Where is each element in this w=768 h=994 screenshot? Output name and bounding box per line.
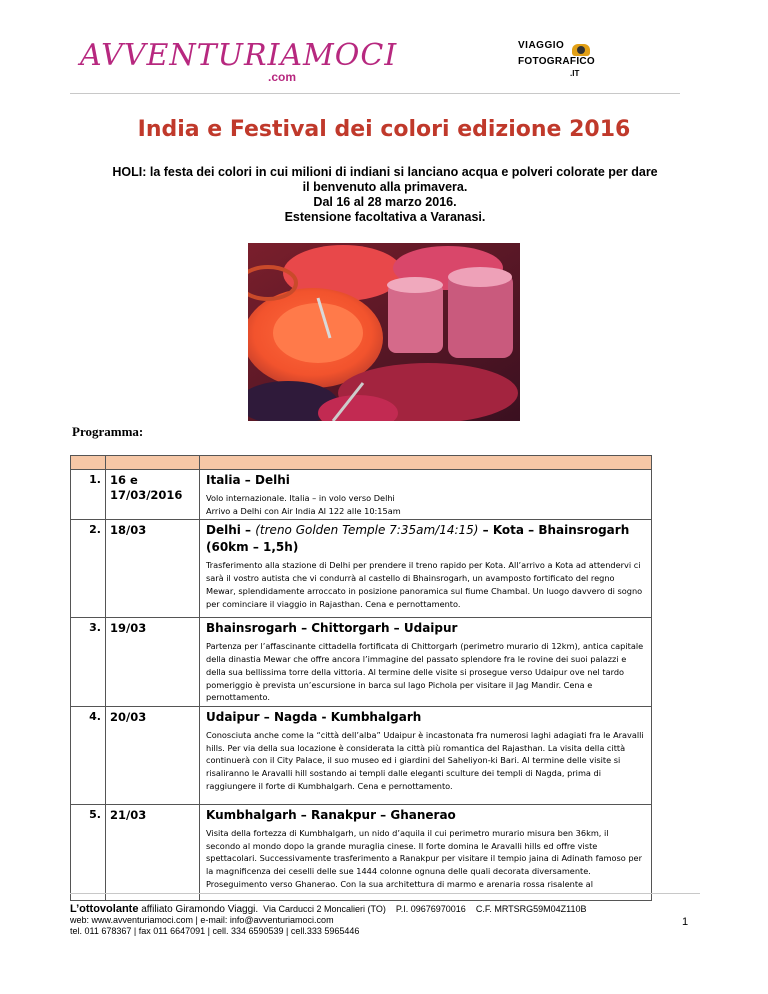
holi-colored-powder-photo (248, 243, 520, 421)
day-text: Visita della fortezza di Kumbhalgarh, un nido d’aquila il cui perimetro murario misura ben 36km, il secondo al mondo dopo la grande muraglia cinese. Il forte domina le Aravalli hills ed offre viste spettacolari. Successivamente trasferimento a Ranakpur per visitare il tempio jaina di Adinath famoso per la magnificenza dei ceselli delle sue 1444 colonne ognuna delle quali decorata diversamente. (206, 827, 642, 877)
day-date (106, 470, 200, 520)
subtitle-line: HOLI: la festa dei colori in cui milioni di indiani si lanciano acqua e polveri colorate per dare (112, 165, 658, 179)
day-description (200, 618, 652, 707)
day-text: Arrivo a Delhi con Air India AI 122 alle 10:15am (206, 505, 401, 516)
day-title: Udaipur – Nagda - Kumbhalgarh (206, 709, 422, 724)
program-table (70, 455, 652, 901)
day-description (200, 520, 652, 618)
table-header-cell (200, 456, 652, 470)
table-row (71, 804, 652, 900)
table-header-cell (71, 456, 106, 470)
table-row (71, 706, 652, 804)
day-date: 21/03 (106, 804, 200, 900)
page-header (70, 30, 700, 90)
day-text: Volo internazionale. Italia – in volo verso Delhi (206, 493, 395, 503)
table-row (71, 470, 652, 520)
photo-illustration (248, 243, 520, 421)
day-title-part: – Kota – Bhainsrogarh (60km – 1,5h) (206, 523, 630, 555)
footer-cf: C.F. MRTSRG59M04Z110B (475, 904, 587, 914)
day-date-line: 16 e (110, 473, 138, 487)
header-divider (70, 93, 680, 94)
subtitle-line: Dal 16 al 28 marzo 2016. (313, 195, 457, 209)
day-number: 1. (71, 470, 106, 520)
day-title-train: (treno Golden Temple 7:35am/14:15) (255, 523, 479, 538)
page-footer (70, 904, 670, 937)
program-label: Programma: (72, 424, 144, 439)
subtitle-line: il benvenuto alla primavera. (302, 180, 468, 194)
day-date: 18/03 (106, 520, 200, 618)
footer-affiliate: affiliato Giramondo Viaggi. (138, 904, 259, 915)
day-title (206, 522, 645, 556)
day-title: Italia – Delhi (206, 473, 290, 487)
footer-divider (70, 893, 700, 894)
footer-piva: P.I. 09676970016 (395, 904, 466, 914)
day-description (200, 470, 652, 520)
table-header-row (71, 456, 652, 470)
day-number: 2. (71, 520, 106, 618)
day-text: Conosciuta anche come la “città dell’alba” Udaipur è incastonata fra numerosi laghi adagiati fra le Aravalli hills. Per via della sua locazione è considerata la città più romantica del Rajasthan. La visita della città continuerà con il City Palace, il suo museo ed i giardini del Saheliyon-ki Bari. Al termine delle visite si risaliranno le Aravalli hill sostando ai templi dalle eleganti sculture dei templi di Nagda, prima di raggiungere il forte di Kumbhalgarh. Cena e pernottamento. (206, 729, 644, 791)
day-number: 3. (71, 618, 106, 707)
table-row (71, 618, 652, 707)
day-text: Trasferimento alla stazione di Delhi per prendere il treno rapido per Kota. All’arrivo a Kota ad attendervi ci sarà il vostro autista che vi condurrà al castello di Bhainsrogarh, un avamposto fortificato del regno Mewar, splendidamente arroccato in posizione panoramica sul fiume Chambal. Un luogo davvero di sogno per cominciare il viaggio in Rajasthan. Cena e pernottamento. (206, 560, 643, 609)
day-description (200, 804, 652, 900)
day-date: 20/03 (106, 706, 200, 804)
avventuriamoci-logo-suffix: .com (268, 70, 297, 84)
day-number: 5. (71, 804, 106, 900)
day-date: 19/03 (106, 618, 200, 707)
day-title: Bhainsrogarh – Chittorgarh – Udaipur (206, 621, 458, 636)
footer-company: L’ottovolante (70, 903, 139, 915)
camera-lens-icon (577, 46, 585, 54)
viaggio-fotografico-logo (518, 40, 598, 84)
day-title-part: Delhi – (206, 523, 256, 538)
day-title: Kumbhalgarh – Ranakpur – Ghanerao (206, 807, 456, 822)
day-text: Partenza per l’affascinante cittadella fortificata di Chittorgarh (perimetro murario di 12km), antica capitale della dinastia Mewar che offre ancora l’immagine del passato splendore fra le rovine dei suoi palazzi e della sua bellissima torre della vittoria. Al termine delle visite si prosegue verso Udaipur ove nel tardo pomeriggio è prevista un’escursione in barca sul lago Pichola per visitare il Jag Mandir. Cena e pernottamento. (206, 641, 644, 703)
page-number: 1 (682, 916, 689, 928)
avventuriamoci-logo: AVVENTURIAMOCI (80, 38, 398, 73)
document-title: India e Festival dei colori edizione 2016 (137, 117, 631, 142)
logo-text-it: .IT (570, 69, 580, 78)
logo-text-viaggio: VIAGGIO (518, 40, 565, 51)
table-header-cell (106, 456, 200, 470)
footer-phones: tel. 011 678367 | fax 011 6647091 | cell. 334 6590539 | cell.333 5965446 (70, 926, 360, 936)
subtitle-line: Estensione facoltativa a Varanasi. (284, 210, 486, 224)
day-description (200, 706, 652, 804)
day-number: 4. (71, 706, 106, 804)
document-subtitle (70, 165, 700, 225)
footer-web-email: web: www.avventuriamoci.com | e-mail: info@avventuriamoci.com (70, 915, 334, 925)
day-text: Proseguimento verso Ghanerao. Con la sua architettura di marmo e arenaria rossa risalente al (206, 878, 593, 889)
footer-line (70, 904, 670, 915)
footer-address: Via Carducci 2 Moncalieri (TO) (263, 904, 386, 914)
logo-text-fotografico: FOTOGRAFICO (518, 56, 596, 67)
day-date-line: 17/03/2016 (110, 488, 183, 502)
table-row (71, 520, 652, 618)
